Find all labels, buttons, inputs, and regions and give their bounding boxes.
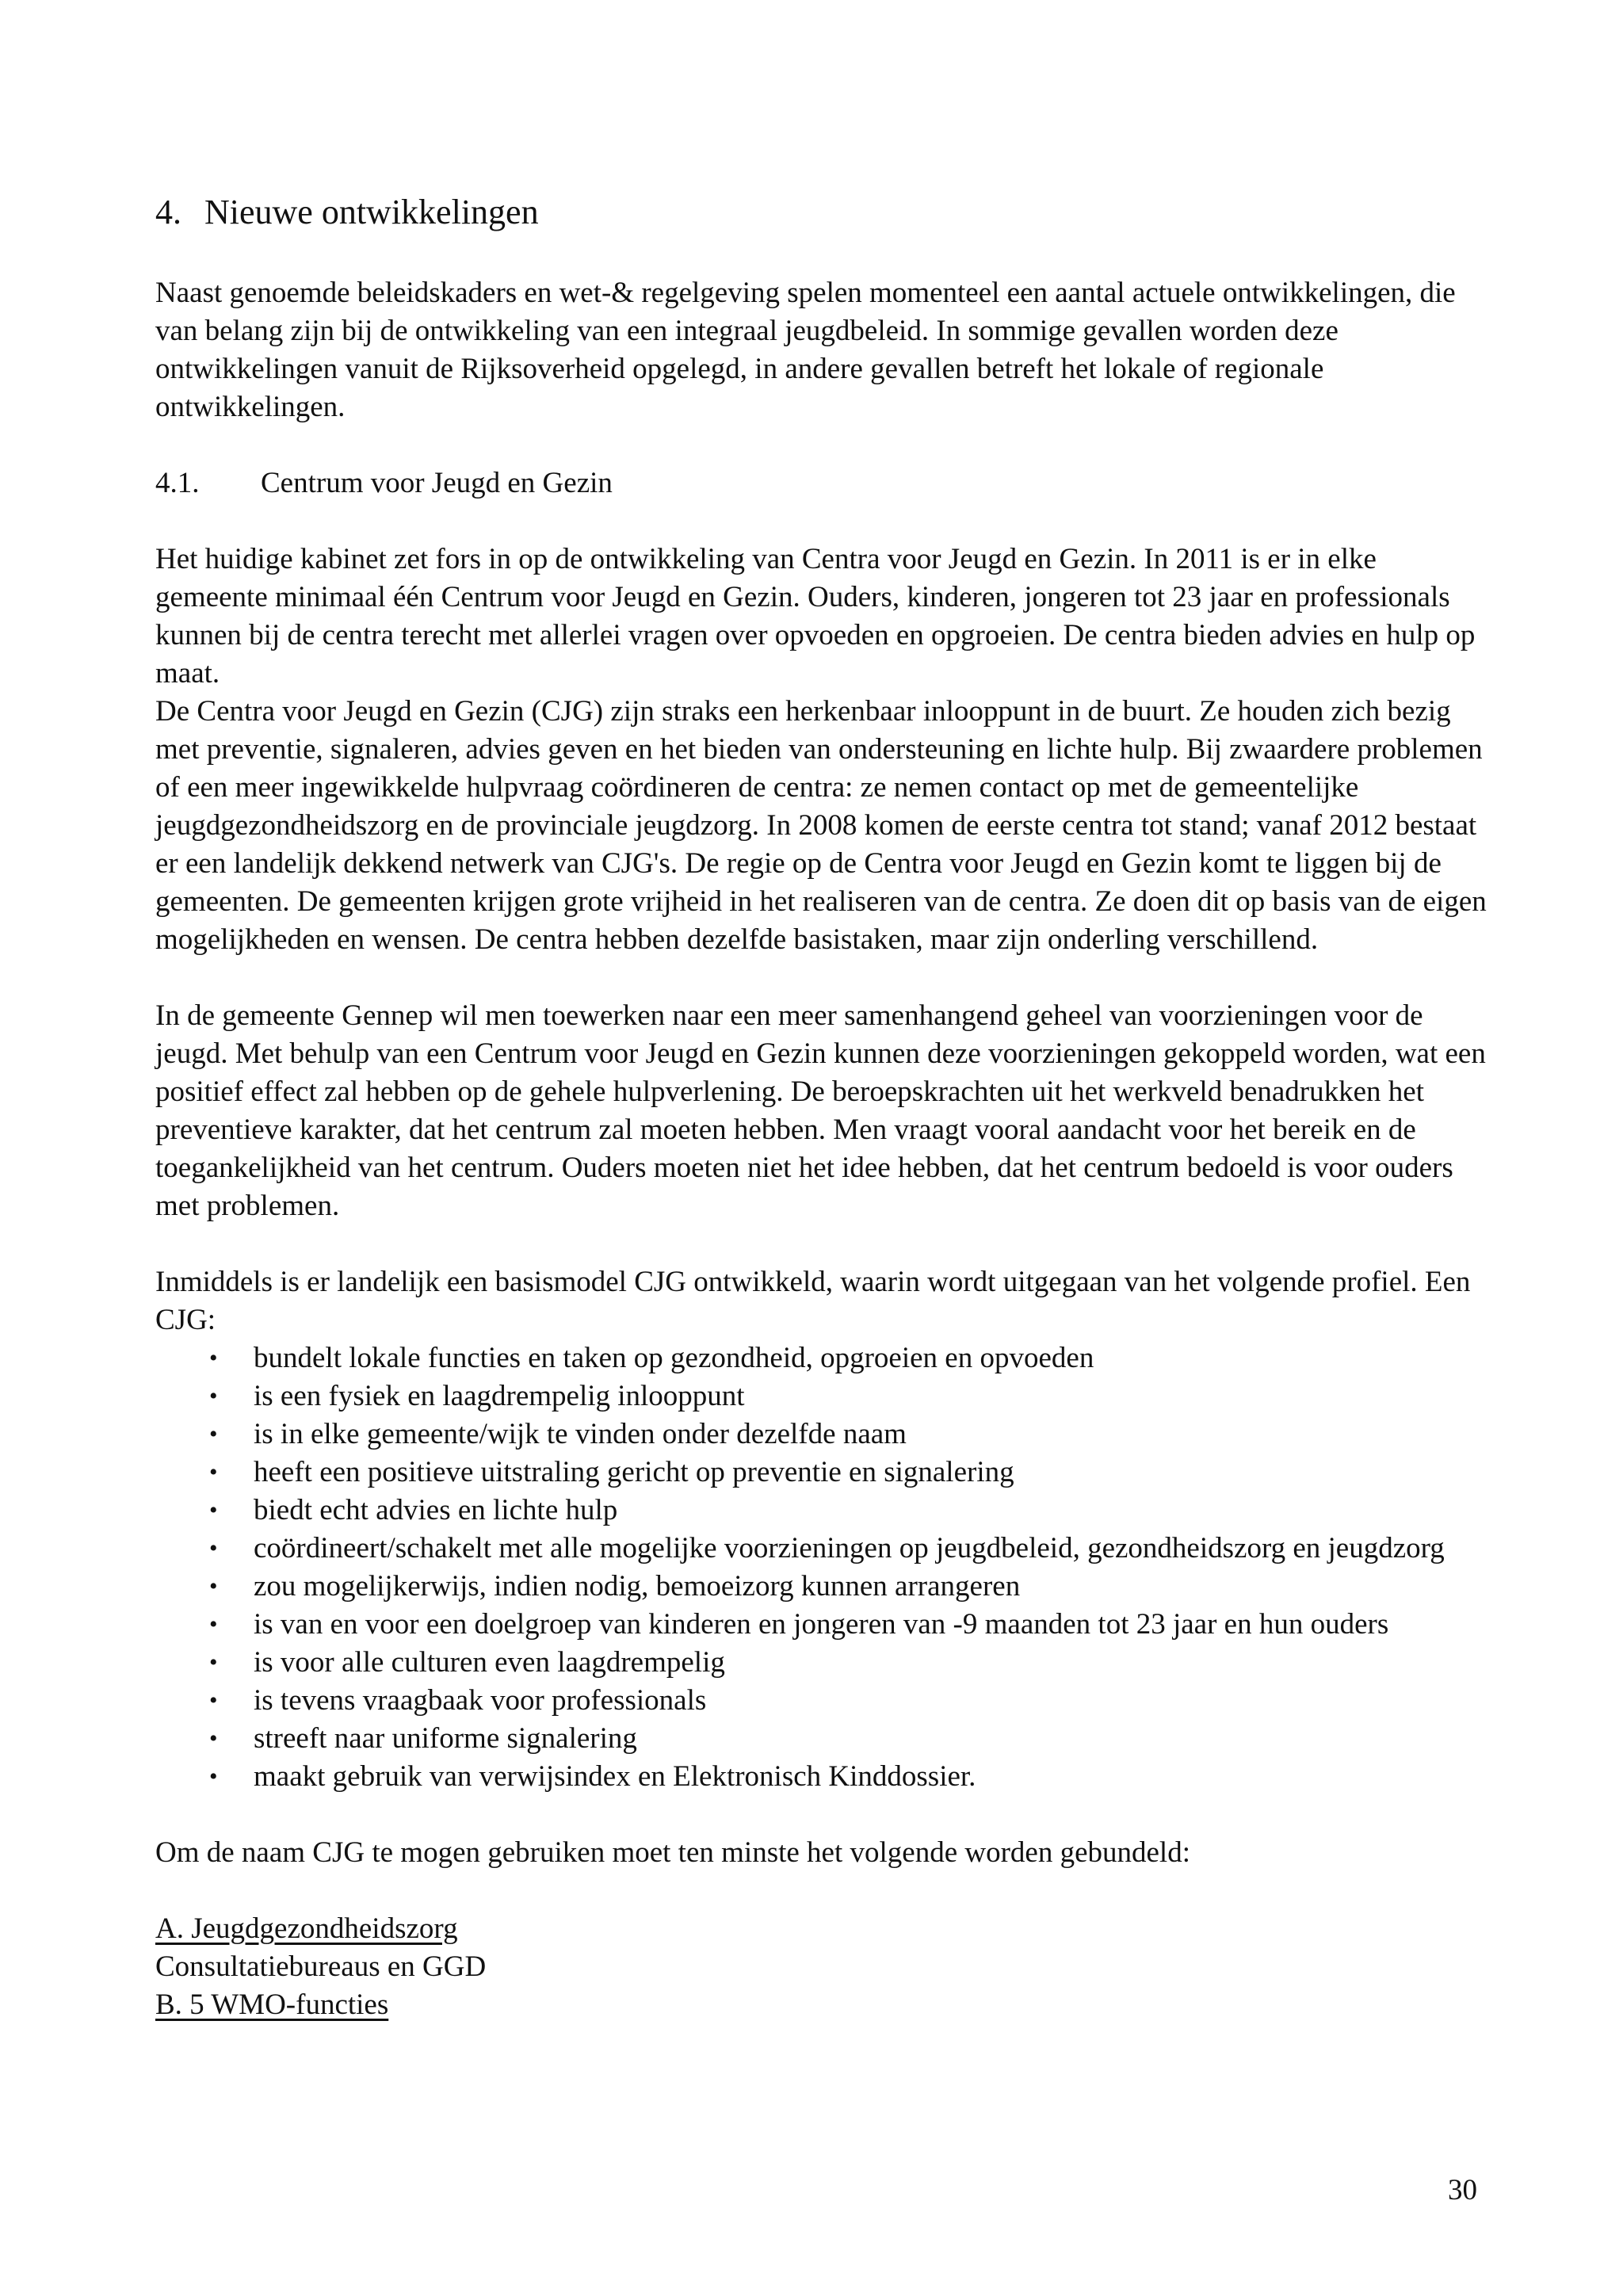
paragraph-cjg-inlooppunt: De Centra voor Jeugd en Gezin (CJG) zijn straks een herkenbaar inlooppunt in de buurt. Ze houden zich bezig met preventie, signaleren, advies geven en het bieden van ondersteuning en lichte hulp. Bij zwaardere problemen of een meer ingewikkelde hulpvraag coördineren de centra: ze nemen contact op met de gemeentelijke jeugdgezondheidszorg en de provinciale jeugdzorg. In 2008 komen de eerste centra tot stand; vanaf 2012 bestaat er een landelijk dekkend netwerk van CJG's. De regie op de Centra voor Jeugd en Gezin komt te liggen bij de gemeenten. De gemeenten krijgen grote vrijheid in het realiseren van de centra. Ze doen dit op basis van de eigen mogelijkheden en wensen. De centra hebben dezelfde basistaken, maar zijn onderling verschillend. [155,695,1487,956]
list-item: • heeft een positieve uitstraling gericht op preventie en signalering [254,1454,1487,1492]
section-heading [155,189,1487,236]
list-item: • is in elke gemeente/wijk te vinden onder dezelfde naam [254,1415,1487,1454]
page-number: 30 [1448,2174,1477,2206]
list-a-text: Consultatiebureaus en GGD [155,1950,487,1983]
list-item: • is een fysiek en laagdrempelig inlooppunt [254,1377,1487,1415]
list-a-heading: A. Jeugdgezondheidszorg [155,1912,458,1945]
paragraph-gennep: In de gemeente Gennep wil men toewerken naar een meer samenhangend geheel van voorzieningen voor de jeugd. Met behulp van een Centrum voor Jeugd en Gezin kunnen deze voorzieningen gekoppeld worden, wat een positief effect zal hebben op de gehele hulpverlening. De beroepskrachten uit het werkveld benadrukken het preventieve karakter, dat het centrum zal moeten hebben. Men vraagt vooral aandacht voor het bereik en de toegankelijkheid van het centrum. Ouders moeten niet het idee hebben, dat het centrum bedoeld is voor ouders met problemen. [155,999,1486,1222]
list-item: • bundelt lokale functies en taken op gezondheid, opgroeien en opvoeden [254,1339,1487,1377]
subsection-heading [155,464,1487,502]
paragraph-naam-cjg: Om de naam CJG te mogen gebruiken moet ten minste het volgende worden gebundeld: [155,1836,1190,1869]
subsection-title: Centrum voor Jeugd en Gezin [261,467,613,499]
list-item: • zou mogelijkerwijs, indien nodig, bemoeizorg kunnen arrangeren [254,1568,1487,1606]
paragraph-basismodel: Inmiddels is er landelijk een basismodel CJG ontwikkeld, waarin wordt uitgegaan van het volgende profiel. Een CJG: [155,1266,1471,1336]
section-number: 4. [155,193,181,231]
document-page [155,189,1487,2024]
list-item: • streeft naar uniforme signalering [254,1720,1487,1758]
list-item: • is van en voor een doelgroep van kinderen en jongeren van -9 maanden tot 23 jaar en hun ouders [254,1606,1487,1644]
list-item: • maakt gebruik van verwijsindex en Elektronisch Kinddossier. [254,1758,1487,1796]
intro-paragraph: Naast genoemde beleidskaders en wet-& regelgeving spelen momenteel een aantal actuele ontwikkelingen, die van belang zijn bij de ontwikkeling van een integraal jeugdbeleid. In sommige gevallen worden deze ontwikkelingen vanuit de Rijksoverheid opgelegd, in andere gevallen betreft het lokale of regionale ontwikkelingen. [155,277,1456,423]
list-item: • is voor alle culturen even laagdrempelig [254,1644,1487,1682]
list-item: • coördineert/schakelt met alle mogelijke voorzieningen op jeugdbeleid, gezondheidszorg en jeugdzorg [254,1530,1487,1568]
section-title: Nieuwe ontwikkelingen [204,193,539,231]
list-b-heading: B. 5 WMO-functies [155,1988,389,2021]
paragraph-cjg-kabinet: Het huidige kabinet zet fors in op de ontwikkeling van Centra voor Jeugd en Gezin. In 2011 is er in elke gemeente minimaal één Centrum voor Jeugd en Gezin. Ouders, kinderen, jongeren tot 23 jaar en professionals kunnen bij de centra terecht met allerlei vragen over opvoeden en opgroeien. De centra bieden advies en hulp op maat. [155,543,1476,690]
list-item: • is tevens vraagbaak voor professionals [254,1682,1487,1720]
cjg-profile-list [155,1339,1487,1796]
list-item: • biedt echt advies en lichte hulp [254,1492,1487,1530]
subsection-number: 4.1. [155,467,200,499]
